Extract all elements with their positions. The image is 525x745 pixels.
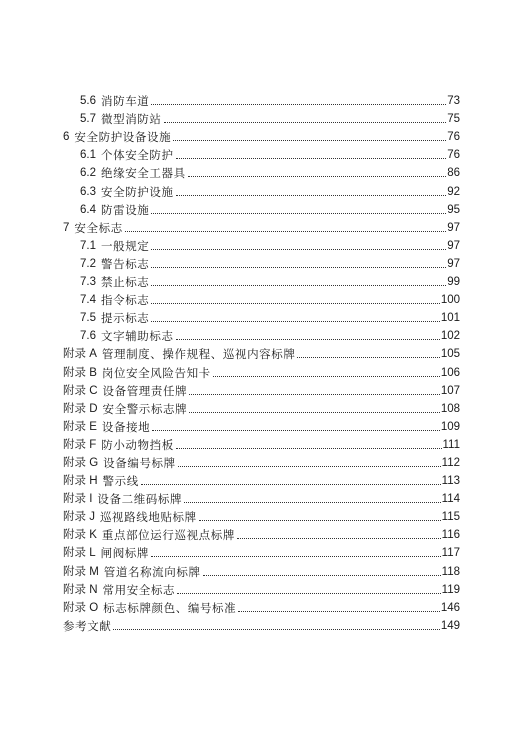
toc-dot-leader [297, 357, 439, 358]
toc-dot-leader [151, 285, 446, 286]
toc-entry-number: 附录 I [63, 493, 93, 506]
toc-entry[interactable] [63, 615, 460, 633]
toc-page-number: 115 [441, 511, 460, 524]
toc-entry-number: 附录 B [63, 366, 97, 379]
toc-entry-number: 附录 M [63, 565, 99, 578]
toc-entry[interactable] [63, 253, 460, 271]
toc-dot-leader [176, 158, 447, 159]
toc-entry-title: 设备编号标牌 [103, 455, 176, 470]
toc-page-number: 106 [440, 366, 460, 379]
toc-entry[interactable] [63, 488, 460, 506]
toc-entry-title: 管道名称流向标牌 [103, 564, 201, 579]
toc-entry-title: 指令标志 [101, 293, 150, 308]
toc-entry-title: 绝缘安全工器具 [101, 166, 186, 181]
toc-entry-title: 设备管理责任牌 [102, 383, 188, 398]
toc-page-number: 99 [447, 276, 460, 289]
toc-entry-number: 附录 L [63, 547, 96, 560]
toc-entry-title: 提示标志 [101, 311, 150, 326]
toc-page-number: 118 [441, 565, 460, 578]
toc-page-number: 146 [440, 601, 460, 614]
toc-dot-leader [176, 448, 442, 449]
toc-page-number: 107 [440, 384, 460, 397]
toc-page-number: 75 [447, 113, 460, 126]
toc-entry[interactable] [63, 452, 460, 470]
toc-page-number: 108 [440, 402, 460, 415]
toc-entry[interactable] [63, 180, 460, 198]
toc-dot-leader [113, 629, 439, 630]
toc-entry-number: 6.2 [80, 167, 96, 180]
toc-entry-title: 一般规定 [101, 238, 150, 253]
toc-dot-leader [237, 538, 441, 539]
toc-entry-number: 7 [63, 221, 70, 234]
toc-dot-leader [203, 575, 441, 576]
toc-page-number: 101 [440, 312, 460, 325]
toc-page-number: 97 [447, 257, 460, 270]
toc-entry-number: 附录 O [63, 601, 99, 614]
toc-entry[interactable] [63, 108, 460, 126]
toc-entry-title: 警告标志 [101, 256, 150, 271]
toc-entry[interactable] [63, 289, 460, 307]
toc-entry[interactable] [63, 524, 460, 542]
toc-dot-leader [189, 394, 440, 395]
toc-entry-title: 闸阀标牌 [100, 546, 149, 561]
toc-dot-leader [213, 376, 440, 377]
toc-dot-leader [189, 412, 440, 413]
toc-entry-number: 附录 A [63, 348, 97, 361]
toc-dot-leader [177, 593, 441, 594]
toc-page-number: 86 [447, 167, 460, 180]
toc-entry-number: 附录 F [63, 438, 97, 451]
toc-entry-title: 安全防护设备设施 [74, 130, 172, 145]
toc-entry[interactable] [63, 325, 460, 343]
toc-entry-number: 6 [63, 131, 70, 144]
toc-entry[interactable] [63, 217, 460, 235]
toc-entry[interactable] [63, 361, 460, 379]
toc-dot-leader [151, 556, 441, 557]
toc-dot-leader [173, 140, 446, 141]
toc-dot-leader [199, 520, 441, 521]
toc-dot-leader [151, 321, 439, 322]
toc-page-number: 100 [440, 294, 460, 307]
toc-page-number: 105 [440, 348, 460, 361]
toc-entry-number: 7.5 [80, 312, 96, 325]
toc-entry[interactable] [63, 144, 460, 162]
toc-entry-title: 安全警示标志牌 [102, 401, 188, 416]
toc-entry[interactable] [63, 343, 460, 361]
toc-entry-number: 5.7 [80, 113, 96, 126]
toc-dot-leader [141, 484, 441, 485]
toc-page-number: 112 [441, 456, 460, 469]
toc-page-number: 119 [441, 583, 460, 596]
toc-entry-title: 文字辅助标志 [101, 329, 174, 344]
toc-entry-title: 防雷设施 [101, 202, 150, 217]
toc-entry-title: 标志标牌颜色、编号标准 [103, 600, 237, 615]
toc-entry-number: 7.3 [80, 276, 96, 289]
toc-entry-title: 安全标志 [74, 220, 123, 235]
toc-entry[interactable] [63, 470, 460, 488]
toc-entry-title: 禁止标志 [101, 275, 150, 290]
toc-dot-leader [164, 122, 447, 123]
toc-entry[interactable] [63, 126, 460, 144]
toc-dot-leader [151, 104, 446, 105]
toc-entry-title: 防小动物挡板 [101, 437, 174, 452]
toc-dot-leader [238, 611, 440, 612]
toc-dot-leader [176, 195, 447, 196]
toc-page-number: 73 [447, 95, 460, 108]
toc-entry-title: 重点部位运行巡视点标牌 [101, 528, 235, 543]
toc-page-number: 111 [442, 438, 460, 451]
toc-entry-number: 6.3 [80, 185, 96, 198]
toc-entry-number: 7.6 [80, 330, 96, 343]
toc-entry-number: 7.2 [80, 257, 96, 270]
toc-entry[interactable] [63, 597, 460, 615]
toc-page-number: 149 [440, 619, 460, 632]
toc-page-number: 109 [440, 420, 460, 433]
toc-dot-leader [125, 231, 446, 232]
toc-entry-title: 设备接地 [101, 419, 151, 434]
toc-page-number: 97 [447, 221, 460, 234]
toc-entry[interactable] [63, 560, 460, 578]
toc-entry-title: 常用安全标志 [102, 582, 176, 597]
toc-page-number: 95 [447, 203, 460, 216]
toc-dot-leader [151, 249, 446, 250]
toc-entry[interactable] [63, 307, 460, 325]
toc-entry-number: 6.4 [80, 203, 96, 216]
toc-entry-number: 6.1 [80, 149, 96, 162]
toc-page-number: 97 [447, 239, 460, 252]
toc-entry[interactable] [63, 271, 460, 289]
toc-dot-leader [176, 339, 440, 340]
toc-entry[interactable] [63, 542, 460, 560]
toc-entry-number: 7.1 [80, 239, 96, 252]
toc-page-number: 102 [440, 330, 460, 343]
toc-entry-title: 管理制度、操作规程、巡视内容标牌 [101, 347, 296, 362]
toc-entry-title: 设备二维码标牌 [97, 492, 183, 507]
toc-entry-title: 巡视路线地贴标牌 [99, 510, 197, 525]
toc-entry[interactable] [63, 235, 460, 253]
toc-dot-leader [178, 466, 441, 467]
toc-entry[interactable] [63, 398, 460, 416]
toc-page-number: 76 [447, 131, 460, 144]
toc-entry-number: 附录 D [63, 402, 98, 415]
toc-dot-leader [151, 303, 439, 304]
toc-dot-leader [188, 176, 447, 177]
toc-entry[interactable] [63, 199, 460, 217]
toc-dot-leader [152, 430, 440, 431]
toc-entry-title: 警示线 [102, 474, 139, 489]
toc-entry-number: 附录 H [63, 475, 98, 488]
toc-dot-leader [151, 267, 446, 268]
toc-page-number: 92 [447, 185, 460, 198]
toc-entry[interactable] [63, 162, 460, 180]
toc-entry-number: 附录 C [63, 384, 98, 397]
toc-entry-title: 安全防护设施 [101, 184, 174, 199]
toc-entry-title: 消防车道 [101, 94, 150, 109]
toc-entry-title: 个体安全防护 [101, 148, 174, 163]
toc-entry-number: 附录 J [63, 511, 95, 524]
toc-page-number: 113 [441, 475, 460, 488]
toc-page-number: 116 [441, 529, 460, 542]
toc-dot-leader [184, 502, 441, 503]
toc-entry[interactable] [63, 579, 460, 597]
toc-dot-leader [151, 213, 446, 214]
toc-entry-number: 附录 N [63, 583, 98, 596]
toc-entry-title: 岗位安全风险告知卡 [101, 365, 211, 380]
toc-entry-number: 5.6 [80, 95, 96, 108]
toc-entry-title: 参考文献 [63, 618, 112, 633]
toc-entry-number: 附录 G [63, 456, 99, 469]
toc-page-number: 114 [441, 493, 460, 506]
toc-entry-number: 附录 E [63, 420, 97, 433]
toc-entry[interactable] [63, 380, 460, 398]
toc-page-number: 117 [441, 547, 460, 560]
toc-entry[interactable] [63, 90, 460, 108]
toc-page-number: 76 [447, 149, 460, 162]
table-of-contents [63, 90, 460, 633]
toc-entry-number: 附录 K [63, 529, 97, 542]
toc-entry[interactable] [63, 434, 460, 452]
toc-entry-title: 微型消防站 [101, 112, 162, 127]
toc-entry[interactable] [63, 416, 460, 434]
toc-entry[interactable] [63, 506, 460, 524]
toc-entry-number: 7.4 [80, 294, 96, 307]
